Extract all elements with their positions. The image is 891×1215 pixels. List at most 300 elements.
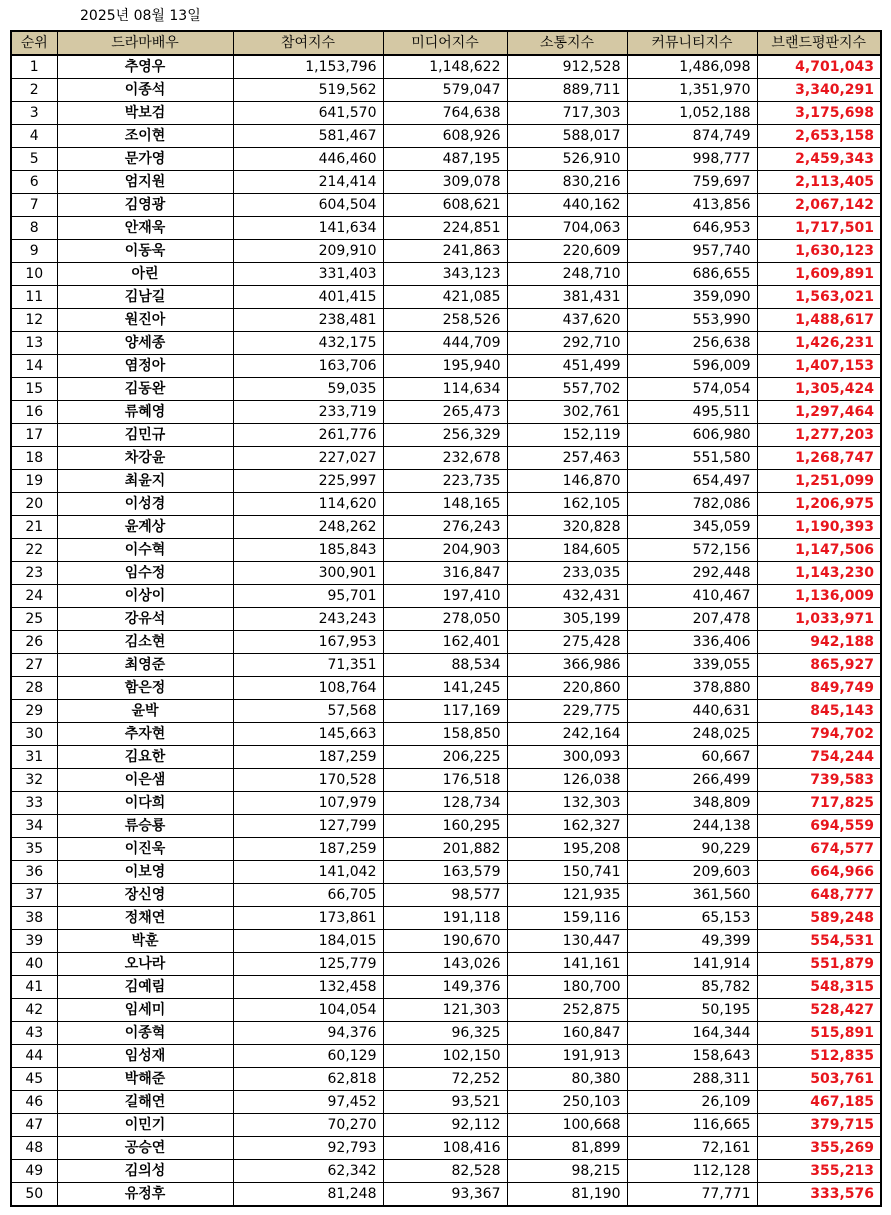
brand-reputation-cell: 554,531 <box>757 930 881 953</box>
media-cell: 444,709 <box>383 332 507 355</box>
community-cell: 1,486,098 <box>627 55 757 79</box>
communication-cell: 233,035 <box>507 562 627 585</box>
table-row <box>11 286 881 309</box>
rank-cell: 20 <box>11 493 57 516</box>
participation-cell: 57,568 <box>233 700 383 723</box>
media-cell: 316,847 <box>383 562 507 585</box>
brand-reputation-cell: 739,583 <box>757 769 881 792</box>
table-row <box>11 930 881 953</box>
brand-reputation-cell: 1,488,617 <box>757 309 881 332</box>
communication-cell: 252,875 <box>507 999 627 1022</box>
community-cell: 50,195 <box>627 999 757 1022</box>
table-row <box>11 309 881 332</box>
rank-cell: 28 <box>11 677 57 700</box>
participation-cell: 108,764 <box>233 677 383 700</box>
table-row <box>11 792 881 815</box>
participation-cell: 132,458 <box>233 976 383 999</box>
actor-name: 공승연 <box>57 1137 233 1160</box>
media-cell: 102,150 <box>383 1045 507 1068</box>
communication-cell: 98,215 <box>507 1160 627 1183</box>
brand-reputation-cell: 1,426,231 <box>757 332 881 355</box>
participation-cell: 60,129 <box>233 1045 383 1068</box>
communication-cell: 250,103 <box>507 1091 627 1114</box>
communication-cell: 121,935 <box>507 884 627 907</box>
participation-cell: 227,027 <box>233 447 383 470</box>
community-cell: 957,740 <box>627 240 757 263</box>
media-cell: 223,735 <box>383 470 507 493</box>
brand-reputation-cell: 865,927 <box>757 654 881 677</box>
brand-reputation-cell: 548,315 <box>757 976 881 999</box>
communication-cell: 440,162 <box>507 194 627 217</box>
communication-cell: 195,208 <box>507 838 627 861</box>
communication-cell: 180,700 <box>507 976 627 999</box>
table-row <box>11 401 881 424</box>
table-row <box>11 838 881 861</box>
community-cell: 209,603 <box>627 861 757 884</box>
table-row <box>11 194 881 217</box>
table-row <box>11 815 881 838</box>
community-cell: 158,643 <box>627 1045 757 1068</box>
participation-cell: 94,376 <box>233 1022 383 1045</box>
media-cell: 96,325 <box>383 1022 507 1045</box>
media-cell: 608,926 <box>383 125 507 148</box>
media-cell: 158,850 <box>383 723 507 746</box>
rank-cell: 13 <box>11 332 57 355</box>
table-row <box>11 539 881 562</box>
communication-cell: 557,702 <box>507 378 627 401</box>
table-row <box>11 79 881 102</box>
communication-cell: 80,380 <box>507 1068 627 1091</box>
communication-cell: 717,303 <box>507 102 627 125</box>
actor-name: 박보검 <box>57 102 233 125</box>
table-row <box>11 447 881 470</box>
actor-name: 윤박 <box>57 700 233 723</box>
brand-reputation-cell: 849,749 <box>757 677 881 700</box>
report-date: 2025년 08월 13일 <box>80 8 201 24</box>
brand-reputation-cell: 664,966 <box>757 861 881 884</box>
actor-name: 박훈 <box>57 930 233 953</box>
media-cell: 149,376 <box>383 976 507 999</box>
brand-reputation-cell: 1,143,230 <box>757 562 881 585</box>
table-row <box>11 470 881 493</box>
media-cell: 258,526 <box>383 309 507 332</box>
participation-cell: 141,634 <box>233 217 383 240</box>
brand-reputation-cell: 2,459,343 <box>757 148 881 171</box>
table-row <box>11 884 881 907</box>
table-row <box>11 677 881 700</box>
community-cell: 288,311 <box>627 1068 757 1091</box>
community-cell: 60,667 <box>627 746 757 769</box>
communication-cell: 704,063 <box>507 217 627 240</box>
media-cell: 121,303 <box>383 999 507 1022</box>
actor-name: 임세미 <box>57 999 233 1022</box>
communication-cell: 229,775 <box>507 700 627 723</box>
rank-cell: 6 <box>11 171 57 194</box>
media-cell: 278,050 <box>383 608 507 631</box>
media-cell: 141,245 <box>383 677 507 700</box>
communication-cell: 912,528 <box>507 55 627 79</box>
community-cell: 359,090 <box>627 286 757 309</box>
rank-cell: 46 <box>11 1091 57 1114</box>
media-cell: 98,577 <box>383 884 507 907</box>
participation-cell: 243,243 <box>233 608 383 631</box>
rank-cell: 4 <box>11 125 57 148</box>
media-cell: 487,195 <box>383 148 507 171</box>
community-cell: 572,156 <box>627 539 757 562</box>
brand-reputation-cell: 512,835 <box>757 1045 881 1068</box>
actor-name: 조이현 <box>57 125 233 148</box>
table-row <box>11 700 881 723</box>
rank-cell: 36 <box>11 861 57 884</box>
participation-cell: 185,843 <box>233 539 383 562</box>
table-row <box>11 424 881 447</box>
community-cell: 49,399 <box>627 930 757 953</box>
participation-cell: 81,248 <box>233 1183 383 1207</box>
rank-cell: 16 <box>11 401 57 424</box>
brand-reputation-cell: 355,269 <box>757 1137 881 1160</box>
community-cell: 90,229 <box>627 838 757 861</box>
brand-reputation-cell: 379,715 <box>757 1114 881 1137</box>
brand-reputation-cell: 3,340,291 <box>757 79 881 102</box>
table-row <box>11 1045 881 1068</box>
media-cell: 1,148,622 <box>383 55 507 79</box>
participation-cell: 225,997 <box>233 470 383 493</box>
community-cell: 77,771 <box>627 1183 757 1207</box>
brand-reputation-cell: 1,297,464 <box>757 401 881 424</box>
communication-cell: 162,327 <box>507 815 627 838</box>
participation-cell: 127,799 <box>233 815 383 838</box>
table-row <box>11 654 881 677</box>
media-cell: 117,169 <box>383 700 507 723</box>
communication-cell: 146,870 <box>507 470 627 493</box>
participation-cell: 141,042 <box>233 861 383 884</box>
media-cell: 197,410 <box>383 585 507 608</box>
rank-cell: 11 <box>11 286 57 309</box>
table-row <box>11 562 881 585</box>
participation-cell: 173,861 <box>233 907 383 930</box>
header-media: 미디어지수 <box>383 31 507 55</box>
community-cell: 361,560 <box>627 884 757 907</box>
table-row <box>11 516 881 539</box>
participation-cell: 167,953 <box>233 631 383 654</box>
participation-cell: 104,054 <box>233 999 383 1022</box>
rank-cell: 22 <box>11 539 57 562</box>
community-cell: 72,161 <box>627 1137 757 1160</box>
media-cell: 148,165 <box>383 493 507 516</box>
table-body <box>11 55 881 1206</box>
table-row <box>11 608 881 631</box>
rank-cell: 15 <box>11 378 57 401</box>
communication-cell: 132,303 <box>507 792 627 815</box>
table-row <box>11 631 881 654</box>
brand-reputation-cell: 674,577 <box>757 838 881 861</box>
rank-cell: 2 <box>11 79 57 102</box>
rank-cell: 25 <box>11 608 57 631</box>
actor-name: 길해연 <box>57 1091 233 1114</box>
community-cell: 686,655 <box>627 263 757 286</box>
communication-cell: 437,620 <box>507 309 627 332</box>
brand-reputation-cell: 551,879 <box>757 953 881 976</box>
participation-cell: 1,153,796 <box>233 55 383 79</box>
rank-cell: 42 <box>11 999 57 1022</box>
participation-cell: 238,481 <box>233 309 383 332</box>
actor-name: 김예림 <box>57 976 233 999</box>
communication-cell: 526,910 <box>507 148 627 171</box>
participation-cell: 71,351 <box>233 654 383 677</box>
media-cell: 224,851 <box>383 217 507 240</box>
table-row <box>11 723 881 746</box>
media-cell: 764,638 <box>383 102 507 125</box>
actor-name: 아린 <box>57 263 233 286</box>
brand-reputation-cell: 1,147,506 <box>757 539 881 562</box>
communication-cell: 141,161 <box>507 953 627 976</box>
brand-reputation-cell: 1,305,424 <box>757 378 881 401</box>
media-cell: 232,678 <box>383 447 507 470</box>
community-cell: 266,499 <box>627 769 757 792</box>
media-cell: 608,621 <box>383 194 507 217</box>
rank-cell: 9 <box>11 240 57 263</box>
media-cell: 88,534 <box>383 654 507 677</box>
participation-cell: 209,910 <box>233 240 383 263</box>
rank-cell: 27 <box>11 654 57 677</box>
communication-cell: 588,017 <box>507 125 627 148</box>
rank-cell: 33 <box>11 792 57 815</box>
brand-reputation-cell: 2,653,158 <box>757 125 881 148</box>
table-row <box>11 1022 881 1045</box>
community-cell: 85,782 <box>627 976 757 999</box>
actor-name: 이진욱 <box>57 838 233 861</box>
actor-name: 양세종 <box>57 332 233 355</box>
rank-cell: 23 <box>11 562 57 585</box>
brand-reputation-cell: 503,761 <box>757 1068 881 1091</box>
media-cell: 72,252 <box>383 1068 507 1091</box>
participation-cell: 581,467 <box>233 125 383 148</box>
media-cell: 162,401 <box>383 631 507 654</box>
brand-reputation-cell: 333,576 <box>757 1183 881 1207</box>
rank-cell: 3 <box>11 102 57 125</box>
communication-cell: 275,428 <box>507 631 627 654</box>
brand-reputation-cell: 2,113,405 <box>757 171 881 194</box>
brand-reputation-cell: 1,277,203 <box>757 424 881 447</box>
actor-name: 염정아 <box>57 355 233 378</box>
rank-cell: 32 <box>11 769 57 792</box>
community-cell: 654,497 <box>627 470 757 493</box>
communication-cell: 159,116 <box>507 907 627 930</box>
table-row <box>11 1183 881 1207</box>
communication-cell: 81,899 <box>507 1137 627 1160</box>
rank-cell: 17 <box>11 424 57 447</box>
actor-name: 오나라 <box>57 953 233 976</box>
community-cell: 782,086 <box>627 493 757 516</box>
community-cell: 413,856 <box>627 194 757 217</box>
brand-reputation-cell: 1,630,123 <box>757 240 881 263</box>
community-cell: 336,406 <box>627 631 757 654</box>
participation-cell: 331,403 <box>233 263 383 286</box>
brand-reputation-cell: 1,136,009 <box>757 585 881 608</box>
table-row <box>11 746 881 769</box>
rank-cell: 41 <box>11 976 57 999</box>
actor-name: 이민기 <box>57 1114 233 1137</box>
participation-cell: 125,779 <box>233 953 383 976</box>
communication-cell: 162,105 <box>507 493 627 516</box>
media-cell: 93,367 <box>383 1183 507 1207</box>
participation-cell: 214,414 <box>233 171 383 194</box>
brand-reputation-cell: 1,190,393 <box>757 516 881 539</box>
participation-cell: 432,175 <box>233 332 383 355</box>
media-cell: 265,473 <box>383 401 507 424</box>
rank-cell: 5 <box>11 148 57 171</box>
rank-cell: 29 <box>11 700 57 723</box>
brand-reputation-cell: 1,717,501 <box>757 217 881 240</box>
actor-name: 김의성 <box>57 1160 233 1183</box>
participation-cell: 70,270 <box>233 1114 383 1137</box>
participation-cell: 97,452 <box>233 1091 383 1114</box>
community-cell: 551,580 <box>627 447 757 470</box>
brand-reputation-cell: 845,143 <box>757 700 881 723</box>
header-brand-reputation: 브랜드평판지수 <box>757 31 881 55</box>
actor-name: 안재욱 <box>57 217 233 240</box>
community-cell: 574,054 <box>627 378 757 401</box>
table-row <box>11 976 881 999</box>
media-cell: 190,670 <box>383 930 507 953</box>
table-row <box>11 171 881 194</box>
communication-cell: 184,605 <box>507 539 627 562</box>
brand-reputation-cell: 694,559 <box>757 815 881 838</box>
participation-cell: 184,015 <box>233 930 383 953</box>
community-cell: 248,025 <box>627 723 757 746</box>
media-cell: 163,579 <box>383 861 507 884</box>
rank-cell: 1 <box>11 55 57 79</box>
media-cell: 579,047 <box>383 79 507 102</box>
table-row <box>11 769 881 792</box>
table-row <box>11 585 881 608</box>
actor-name: 장신영 <box>57 884 233 907</box>
brand-reputation-cell: 355,213 <box>757 1160 881 1183</box>
media-cell: 82,528 <box>383 1160 507 1183</box>
actor-name: 최윤지 <box>57 470 233 493</box>
brand-reputation-cell: 1,407,153 <box>757 355 881 378</box>
community-cell: 874,749 <box>627 125 757 148</box>
participation-cell: 59,035 <box>233 378 383 401</box>
rank-cell: 38 <box>11 907 57 930</box>
brand-reputation-cell: 1,251,099 <box>757 470 881 493</box>
rank-cell: 35 <box>11 838 57 861</box>
media-cell: 204,903 <box>383 539 507 562</box>
rank-cell: 50 <box>11 1183 57 1207</box>
table-row <box>11 1114 881 1137</box>
community-cell: 553,990 <box>627 309 757 332</box>
actor-name: 이동욱 <box>57 240 233 263</box>
actor-name: 차강윤 <box>57 447 233 470</box>
brand-reputation-cell: 754,244 <box>757 746 881 769</box>
header-participation: 참여지수 <box>233 31 383 55</box>
media-cell: 92,112 <box>383 1114 507 1137</box>
table-row <box>11 355 881 378</box>
table-row <box>11 1068 881 1091</box>
community-cell: 112,128 <box>627 1160 757 1183</box>
brand-reputation-cell: 589,248 <box>757 907 881 930</box>
communication-cell: 130,447 <box>507 930 627 953</box>
table-row <box>11 102 881 125</box>
brand-reputation-cell: 648,777 <box>757 884 881 907</box>
header-row <box>11 31 881 55</box>
actor-name: 박해준 <box>57 1068 233 1091</box>
participation-cell: 145,663 <box>233 723 383 746</box>
rank-cell: 31 <box>11 746 57 769</box>
participation-cell: 233,719 <box>233 401 383 424</box>
community-cell: 348,809 <box>627 792 757 815</box>
media-cell: 160,295 <box>383 815 507 838</box>
participation-cell: 170,528 <box>233 769 383 792</box>
participation-cell: 187,259 <box>233 746 383 769</box>
actor-name: 이종혁 <box>57 1022 233 1045</box>
community-cell: 292,448 <box>627 562 757 585</box>
community-cell: 998,777 <box>627 148 757 171</box>
rank-cell: 43 <box>11 1022 57 1045</box>
community-cell: 596,009 <box>627 355 757 378</box>
header-rank: 순위 <box>11 31 57 55</box>
media-cell: 206,225 <box>383 746 507 769</box>
communication-cell: 126,038 <box>507 769 627 792</box>
table-row <box>11 148 881 171</box>
brand-reputation-cell: 942,188 <box>757 631 881 654</box>
rank-cell: 7 <box>11 194 57 217</box>
communication-cell: 300,093 <box>507 746 627 769</box>
community-cell: 244,138 <box>627 815 757 838</box>
participation-cell: 446,460 <box>233 148 383 171</box>
participation-cell: 66,705 <box>233 884 383 907</box>
rank-cell: 44 <box>11 1045 57 1068</box>
table-row <box>11 861 881 884</box>
participation-cell: 604,504 <box>233 194 383 217</box>
community-cell: 495,511 <box>627 401 757 424</box>
table-row <box>11 1091 881 1114</box>
rank-cell: 39 <box>11 930 57 953</box>
media-cell: 276,243 <box>383 516 507 539</box>
actor-name: 김소현 <box>57 631 233 654</box>
rank-cell: 8 <box>11 217 57 240</box>
rank-cell: 10 <box>11 263 57 286</box>
header-actor: 드라마배우 <box>57 31 233 55</box>
participation-cell: 62,342 <box>233 1160 383 1183</box>
communication-cell: 305,199 <box>507 608 627 631</box>
media-cell: 128,734 <box>383 792 507 815</box>
brand-reputation-cell: 528,427 <box>757 999 881 1022</box>
table-row <box>11 55 881 79</box>
actor-name: 류혜영 <box>57 401 233 424</box>
table-row <box>11 1160 881 1183</box>
rank-cell: 49 <box>11 1160 57 1183</box>
media-cell: 176,518 <box>383 769 507 792</box>
actor-name: 임수정 <box>57 562 233 585</box>
communication-cell: 150,741 <box>507 861 627 884</box>
rank-cell: 12 <box>11 309 57 332</box>
actor-name: 문가영 <box>57 148 233 171</box>
communication-cell: 292,710 <box>507 332 627 355</box>
participation-cell: 401,415 <box>233 286 383 309</box>
communication-cell: 220,860 <box>507 677 627 700</box>
community-cell: 26,109 <box>627 1091 757 1114</box>
actor-name: 김민규 <box>57 424 233 447</box>
communication-cell: 302,761 <box>507 401 627 424</box>
media-cell: 309,078 <box>383 171 507 194</box>
communication-cell: 220,609 <box>507 240 627 263</box>
participation-cell: 519,562 <box>233 79 383 102</box>
rank-cell: 26 <box>11 631 57 654</box>
table-row <box>11 493 881 516</box>
actor-name: 엄지원 <box>57 171 233 194</box>
communication-cell: 366,986 <box>507 654 627 677</box>
